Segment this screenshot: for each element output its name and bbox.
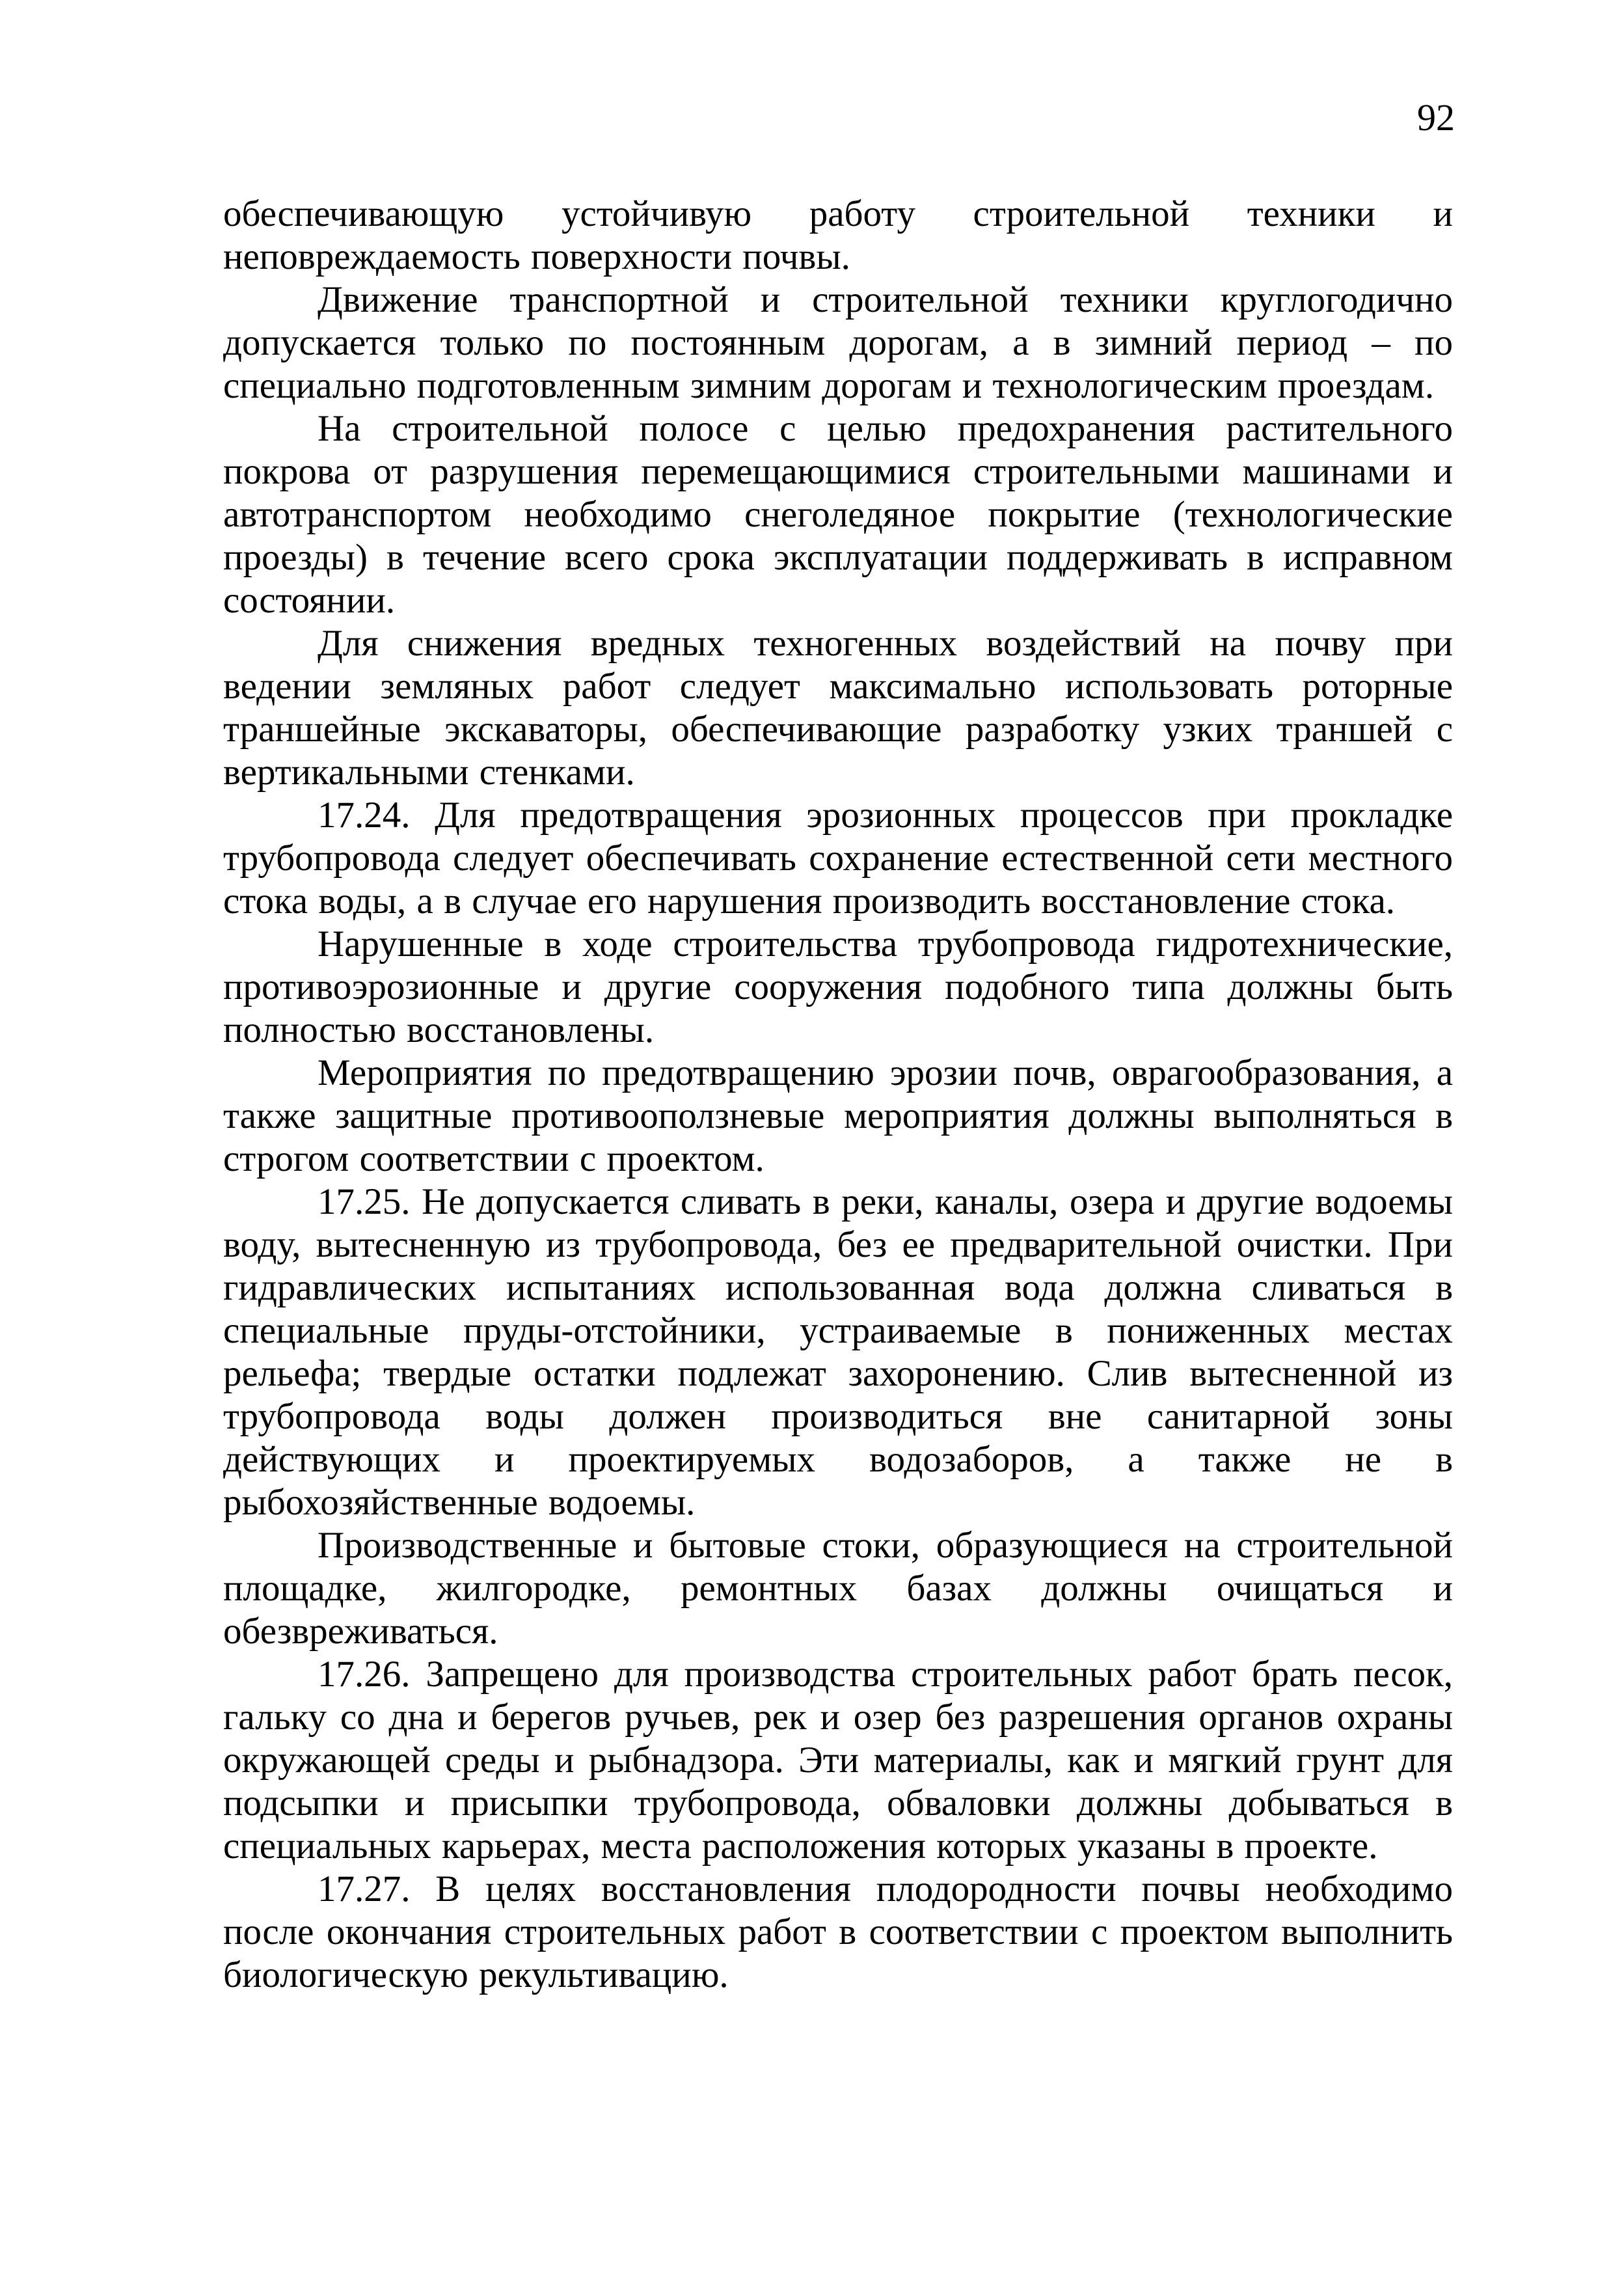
paragraph: Движение транспортной и строительной техники круглогодично допускается только по постоянным дорогам, а в зимний период – по специально подготовленным зимним дорогам и технологическим проездам. [223, 279, 1453, 406]
paragraph-17-25: 17.25. Не допускается сливать в реки, каналы, озера и другие водоемы воду, вытесненную из трубопровода, без ее предварительной очистки. При гидравлических испытаниях использованная вода должна сливаться в специальные пруды-отстойники, устраиваемые в пониженных местах рельефа; твердые остатки подлежат захоронению. Слив вытесненной из трубопровода воды должен производиться вне санитарной зоны действующих и проектируемых водозаборов, а также не в рыбохозяйственные водоемы. [223, 1181, 1453, 1523]
paragraph-17-27: 17.27. В целях восстановления плодородности почвы необходимо после окончания строительных работ в соответствии с проектом выполнить биологическую рекультивацию. [223, 1868, 1453, 1995]
paragraph: Нарушенные в ходе строительства трубопровода гидротехнические, противоэрозионные и другие сооружения подобного типа должны быть полностью восстановлены. [223, 923, 1453, 1050]
paragraph: Для снижения вредных техногенных воздействий на почву при ведении земляных работ следует максимально использовать роторные траншейные экскаваторы, обеспечивающие разработку узких траншей с вертикальными стенками. [223, 623, 1453, 793]
paragraph: Мероприятия по предотвращению эрозии почв, оврагообразования, а также защитные противооползневые мероприятия должны выполняться в строгом соответствии с проектом. [223, 1052, 1453, 1179]
document-body [223, 193, 1453, 1997]
paragraph: На строительной полосе с целью предохранения растительного покрова от разрушения перемещающимися строительными машинами и автотранспортом необходимо снеголедяное покрытие (технологические проезды) в течение всего срока эксплуатации поддерживать в исправном состоянии. [223, 408, 1453, 621]
paragraph-17-26: 17.26. Запрещено для производства строительных работ брать песок, гальку со дна и берегов ручьев, рек и озер без разрешения органов охраны окружающей среды и рыбнадзора. Эти материалы, как и мягкий грунт для подсыпки и присыпки трубопровода, обваловки должны добываться в специальных карьерах, места расположения которых указаны в проекте. [223, 1654, 1453, 1866]
paragraph-17-24: 17.24. Для предотвращения эрозионных процессов при прокладке трубопровода следует обеспечивать сохранение естественной сети местного стока воды, а в случае его нарушения производить восстановление стока. [223, 795, 1453, 922]
paragraph-continuation: обеспечивающую устойчивую работу строительной техники и неповреждаемость поверхности почвы. [223, 193, 1453, 277]
paragraph: Производственные и бытовые стоки, образующиеся на строительной площадке, жилгородке, ремонтных базах должны очищаться и обезвреживаться. [223, 1525, 1453, 1652]
page-number: 92 [1417, 96, 1455, 139]
